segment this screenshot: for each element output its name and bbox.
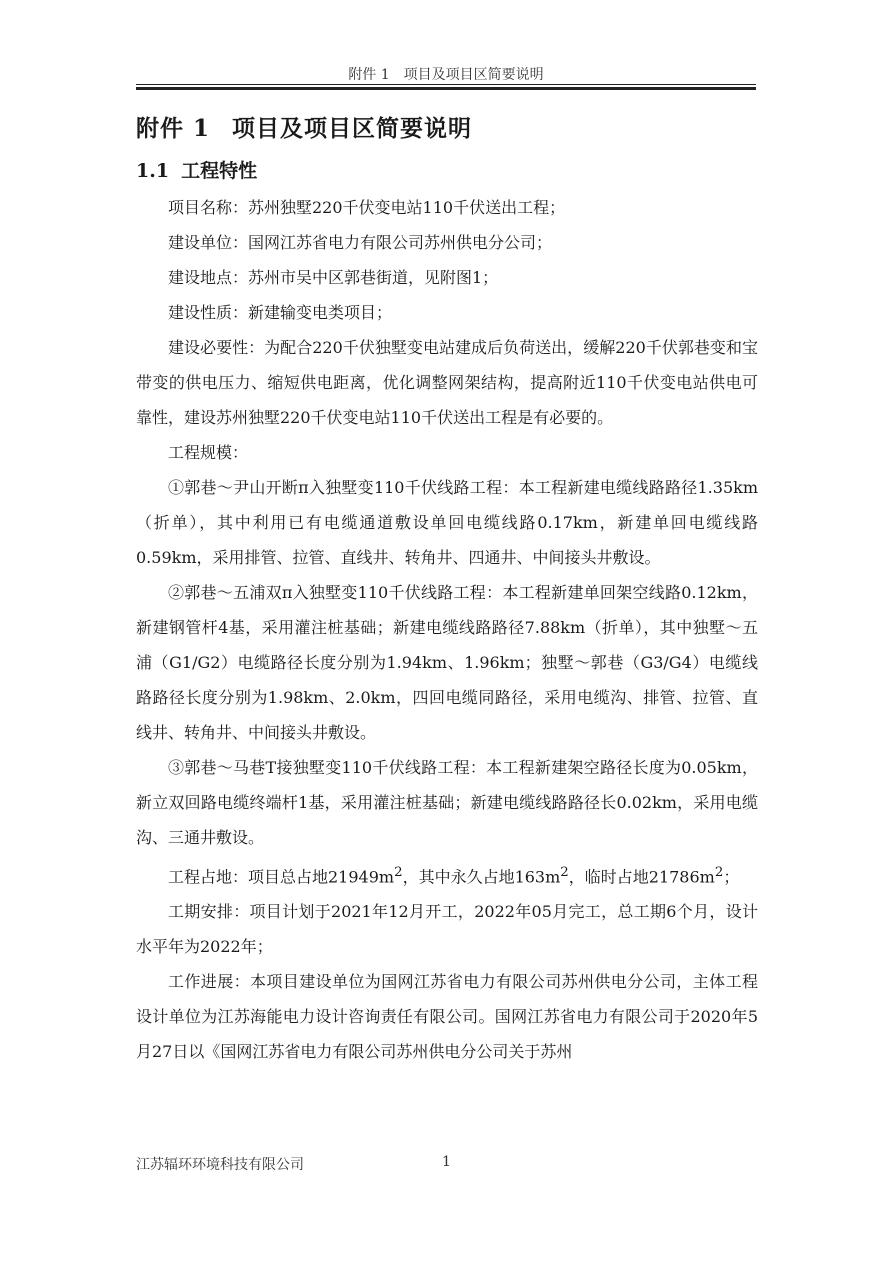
paragraph-scale-item-3: ③郭巷～马巷T接独墅变110千伏线路工程：本工程新建架空路径长度为0.05km，新立双回路电缆终端杆1基，采用灌注桩基础；新建电缆线路路径长0.02km，采用电缆沟、三通井敷设。 xyxy=(136,758,758,847)
paragraph-scale-item-1: ①郭巷～尹山开断π入独墅变110千伏线路工程：本工程新建电缆线路路径1.35km（折单），其中利用已有电缆通道敷设单回电缆线路0.17km，新建单回电缆线路0.59km，采用排管、拉管、直线井、转角井、四通井、中间接头井敷设。 xyxy=(136,478,758,567)
land-use-permanent: ，其中永久占地163m xyxy=(402,867,561,887)
running-header: 附件 1 项目及项目区简要说明 xyxy=(348,67,544,83)
page-number: 1 xyxy=(442,1154,451,1170)
header-rule xyxy=(136,84,756,85)
superscript: 2 xyxy=(394,865,403,880)
section-text: 工程特性 xyxy=(181,160,258,182)
superscript: 2 xyxy=(560,865,569,880)
section-heading xyxy=(136,156,257,183)
title-text: 项目及项目区简要说明 xyxy=(232,115,473,142)
paragraph-construction-unit: 建设单位：国网江苏省电力有限公司苏州供电分公司； xyxy=(168,233,553,252)
paragraph-scale-heading: 工程规模： xyxy=(168,443,249,462)
paragraph-land-use xyxy=(136,855,758,894)
title-number: 附件 1 xyxy=(136,115,211,142)
land-use-end: ； xyxy=(723,867,740,887)
paragraph-scale-item-2: ②郭巷～五浦双π入独墅变110千伏线路工程：本工程新建单回架空线路0.12km，新建钢管杆4基，采用灌注桩基础；新建电缆线路路径7.88km（折单），其中独墅～五浦（G1/G2）电缆路径长度分别为1.94km、1.96km；独墅～郭巷（G3/G4）电缆线路路径长度分别为1.98km、2.0km，四回电缆同路径，采用电缆沟、排管、拉管、直线井、转角井、中间接头井敷设。 xyxy=(136,583,758,742)
paragraph-progress: 工作进展：本项目建设单位为国网江苏省电力有限公司苏州供电分公司，主体工程设计单位为江苏海能电力设计咨询责任有限公司。国网江苏省电力有限公司于2020年5月27日以《国网江苏省电力有限公司苏州供电分公司关于苏州 xyxy=(136,972,758,1062)
paragraph-necessity: 建设必要性：为配合220千伏独墅变电站建成后负荷送出，缓解220千伏郭巷变和宝带变的供电压力、缩短供电距离，优化调整网架结构，提高附近110千伏变电站供电可靠性，建设苏州独墅220千伏变电站110千伏送出工程是有必要的。 xyxy=(136,338,758,427)
header-rule-thick xyxy=(136,87,756,90)
paragraph-schedule: 工期安排：项目计划于2021年12月开工，2022年05月完工，总工期6个月，设计水平年为2022年； xyxy=(136,902,758,957)
footer-company: 江苏辐环环境科技有限公司 xyxy=(136,1157,304,1173)
land-use-temporary: ，临时占地21786m xyxy=(568,867,715,887)
superscript: 2 xyxy=(714,865,724,880)
paragraph-project-name: 项目名称：苏州独墅220千伏变电站110千伏送出工程； xyxy=(168,198,566,217)
section-number: 1.1 xyxy=(136,160,170,182)
paragraph-location: 建设地点：苏州市吴中区郭巷街道，见附图1； xyxy=(168,268,499,287)
land-use-total: 工程占地：项目总占地21949m xyxy=(168,867,395,887)
page-title xyxy=(136,110,472,143)
paragraph-nature: 建设性质：新建输变电类项目； xyxy=(168,303,393,322)
body-text xyxy=(136,190,758,1069)
